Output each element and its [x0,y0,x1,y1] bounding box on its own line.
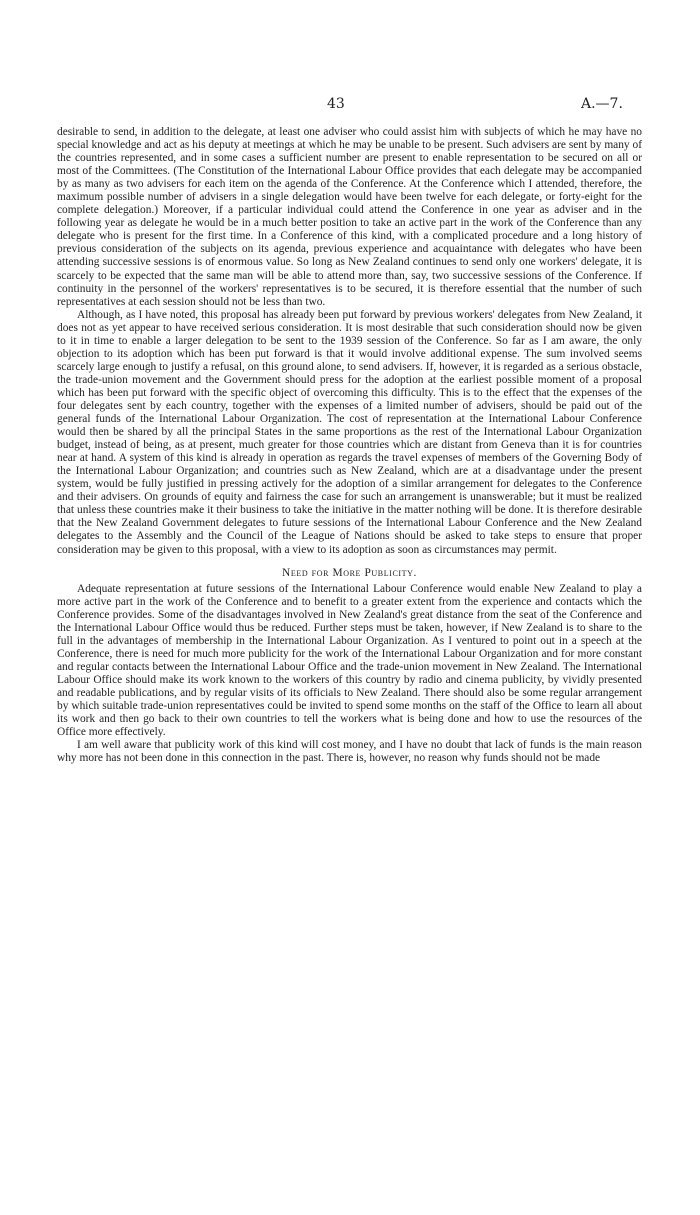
page-number: 43 [327,96,345,112]
page-header [0,96,700,116]
document-reference: A.—7. [581,96,623,112]
paragraph-funding: I am well aware that publicity work of this kind will cost money, and I have no doubt that lack of funds is the main reason why more has not been done in this connection in the past. There is, however, no reason why funds should not be made [57,739,642,765]
paragraph-representation: Adequate representation at future sessions of the International Labour Conference would enable New Zealand to play a more active part in the work of the Conference and to benefit to a greater extent from the experience and contacts which the Conference provides. Some of the disadvantages involved in New Zealand's great distance from the seat of the Conference and the International Labour Office would thus be reduced. Further steps must be taken, however, if New Zealand is to share to the full in the advantages of membership in the International Labour Organization. As I ventured to point out in a speech at the Conference, there is need for much more publicity for the work of the International Labour Organization and for more constant and regular contacts between the International Labour Office and the trade-union movement in New Zealand. The International Labour Office should make its work known to the workers of this country by radio and cinema publicity, by vividly presented and readable publications, and by regular visits of its officials to New Zealand. There should also be some regular arrangement by which suitable trade-union representatives could be invited to spend some months on the staff of the Office to learn all about its work and then go back to their own countries to tell the workers what is being done and how to use the resources of the Office more effectively. [57,582,642,739]
section-heading: Need for More Publicity. [282,566,417,579]
body-text [57,126,642,765]
paragraph-continuation: desirable to send, in addition to the delegate, at least one adviser who could assist him with subjects of which he may have no special knowledge and act as his deputy at meetings at which he may be unable to be present. Such advisers are sent by many of the countries represented, and in some cases a sufficient number are present to enable representation to be secured on all or most of the Committees. (The Constitution of the International Labour Office provides that each delegate may be accompanied by as many as two advisers for each item on the agenda of the Conference. At the Conference which I attended, therefore, the maximum possible number of advisers in a single delegation would have been twelve for each delegate, or forty-eight for the complete delegation.) Moreover, if a particular individual could attend the Conference in one year as adviser and in the following year as delegate he would be in a much better position to take an active part in the work of the Conference than any delegate who is present for the first time. In a Conference of this kind, with a complicated procedure and a long history of previous consideration of the subjects on its agenda, previous experience and acquaintance with delegates who have been attending successive sessions is of enormous value. So long as New Zealand continues to send only one workers' delegate, it is scarcely to be expected that the same man will be able to attend more than, say, two successive sessions of the Conference. If continuity in the personnel of the workers' representatives is to be secured, it is therefore essential that the number of such representatives at each session should not be less than two. [57,126,642,308]
paragraph-proposal: Although, as I have noted, this proposal has already been put forward by previous workers' delegates from New Zealand, it does not as yet appear to have received serious consideration. It is most desirable that such consideration should now be given to it in time to enable a larger delegation to be sent to the 1939 session of the Conference. So far as I am aware, the only objection to its adoption which has been put forward is that it would involve additional expense. The sum involved seems scarcely large enough to justify a refusal, on this ground alone, to send advisers. If, however, it is regarded as a serious obstacle, the trade-union movement and the Government should press for the adoption at the earliest possible moment of a proposal which has been put forward with the specific object of overcoming this difficulty. This is to the effect that the expenses of the four delegates sent by each country, together with the expenses of a limited number of advisers, should be paid out of the general funds of the International Labour Organization. The cost of representation at the International Labour Conference would then be shared by all the principal States in the same proportions as the rest of the International Labour Organization budget, instead of being, as at present, much greater for those countries which are distant from Geneva than it is for countries near at hand. A system of this kind is already in operation as regards the travel expenses of members of the Governing Body of the International Labour Organization; and countries such as New Zealand, which are at a disadvantage under the present system, would be fully justified in pressing actively for the adoption of a similar arrangement for delegates to the Conference and their advisers. On grounds of equity and fairness the case for such an arrangement is unanswerable; but it must be realized that unless these countries make it their business to take the initiative in the matter nothing will be done. It is therefore desirable that the New Zealand Government delegates to future sessions of the International Labour Conference and the New Zealand delegates to the Assembly and the Council of the League of Nations should be asked to take steps to ensure that proper consideration may be given to this proposal, with a view to its adoption as soon as circumstances may permit. [57,308,642,556]
